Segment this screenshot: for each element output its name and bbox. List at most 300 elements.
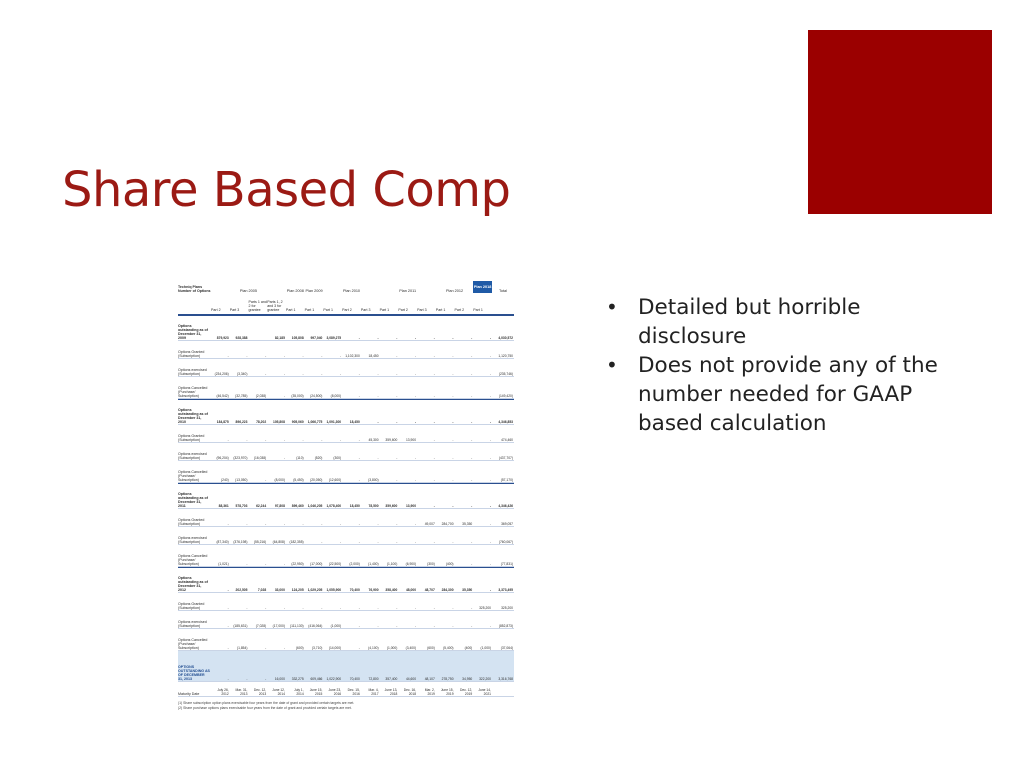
table-cell: 474,460	[501, 437, 513, 442]
table-cell: -	[414, 539, 417, 544]
part-header: Part 2	[398, 308, 408, 312]
table-cell: -	[414, 455, 417, 460]
table-cell: -	[377, 419, 379, 424]
table-cell: (400)	[445, 561, 454, 566]
table-cell: (8,000)	[330, 393, 342, 398]
table-cell: 105,808	[273, 419, 285, 424]
table-cell: (77,831)	[500, 561, 513, 566]
table-cell: 34,950	[462, 676, 473, 681]
accent-square	[808, 30, 992, 214]
table-cell: -	[433, 539, 435, 544]
table-cell: -	[321, 521, 323, 526]
table-cell: 105,808	[291, 335, 304, 340]
table-cell: -	[489, 371, 491, 376]
table-cell: -	[489, 623, 491, 628]
table-cell: -	[396, 335, 398, 340]
table-cell: -	[283, 561, 285, 566]
table-cell: (760,067)	[498, 539, 513, 544]
table-cell: -	[452, 605, 454, 610]
table-row	[178, 377, 514, 399]
row-label: Options Granted (Subscription)	[178, 517, 205, 526]
table-cell: -	[340, 353, 342, 358]
table-cell: 369,057	[501, 521, 513, 526]
table-cell: -	[471, 561, 473, 566]
table-cell: -	[433, 335, 435, 340]
table-cell: (6,900)	[405, 561, 417, 566]
table-cell: -	[227, 587, 229, 592]
note-1: (1) Share subscription option plans exercisable four years from the date of grant and provided certain targets are met.	[178, 701, 355, 705]
table-cell: -	[396, 419, 398, 424]
table-cell: -	[246, 605, 248, 610]
row-label: Options Cancelled (Purchase/ Subscription)	[178, 637, 208, 650]
table-cell: (32,785)	[235, 393, 248, 398]
table-cell: Mar. 2, 2019	[424, 687, 435, 696]
table-cell: -	[377, 539, 379, 544]
table-cell: -	[283, 393, 285, 398]
table-cell: 35,350	[462, 521, 473, 526]
table-cell: -	[452, 455, 454, 460]
table-cell: (111,130)	[290, 623, 304, 628]
table-cell: -	[377, 605, 379, 610]
table-cell: 62,244	[256, 503, 267, 508]
part-header: Part 1	[304, 308, 315, 312]
table-cell: 879,923	[216, 335, 229, 340]
table-cell: -	[471, 623, 473, 628]
table-cell: July 26, 2012	[217, 687, 229, 696]
table-cell: (300)	[427, 561, 435, 566]
table-cell: 18,450	[349, 503, 360, 508]
table-cell: 325,200	[479, 605, 491, 610]
table-cell: 48,000	[405, 587, 417, 592]
table-cell: (3,340)	[237, 371, 248, 376]
row-label: Options Granted (Subscription)	[178, 601, 205, 610]
table-cell: -	[246, 561, 248, 566]
table-cell: (300)	[333, 455, 342, 460]
table-cell: -	[358, 623, 360, 628]
table-cell: -	[414, 371, 417, 376]
table-cell: -	[452, 335, 454, 340]
table-cell: 88,361	[218, 503, 229, 508]
plan-2018: Plan 2018	[473, 281, 492, 293]
table-cell: (55,216)	[253, 539, 267, 544]
table-cell: (1,000)	[480, 645, 491, 650]
table-row	[178, 359, 514, 377]
plan-2005: Plan 2005	[239, 289, 258, 293]
table-cell: June 23, 2016	[328, 687, 342, 696]
table-cell: (22,950)	[291, 561, 304, 566]
table-cell: -	[489, 437, 491, 442]
table-cell: (1,854)	[237, 645, 248, 650]
table-cell: (12,600)	[328, 477, 342, 482]
table-cell: 3,316,768	[498, 676, 513, 681]
table-cell: (24,500)	[310, 393, 323, 398]
table-cell: 18,450	[368, 353, 379, 358]
row-label: Options Granted (Subscription)	[178, 433, 205, 442]
table-cell: -	[227, 437, 229, 442]
table-cell: 3,373,495	[498, 587, 513, 592]
table-cell: 48,107	[424, 676, 435, 681]
table-cell: -	[358, 605, 360, 610]
table-cell: -	[414, 393, 417, 398]
table-cell: -	[227, 676, 229, 681]
table-cell: -	[265, 605, 267, 610]
table-cell: 278,750	[441, 676, 454, 681]
table-cell: -	[414, 419, 417, 424]
table-cell: -	[471, 455, 473, 460]
table-row	[178, 545, 514, 567]
table-cell: -	[302, 371, 304, 376]
table-cell: -	[246, 676, 248, 681]
table-cell: (5,400)	[443, 645, 454, 650]
table-cell: (1,400)	[368, 561, 379, 566]
table-cell: -	[283, 645, 285, 650]
slide-title: Share Based Comp	[62, 162, 511, 218]
table-cell: (416,064)	[308, 623, 323, 628]
table-cell: 202,505	[235, 587, 248, 592]
table-cell: -	[283, 353, 285, 358]
row-label: Options exercised (Subscription)	[178, 535, 207, 544]
table-cell: -	[227, 521, 229, 526]
table-cell: 358,400	[385, 587, 398, 592]
table-cell: -	[396, 477, 398, 482]
table-cell: (14,000)	[328, 645, 342, 650]
table-cell: -	[340, 605, 342, 610]
table-row	[178, 509, 514, 527]
part-header: Part 3	[417, 308, 427, 312]
row-label: Options Granted (Subscription)	[178, 349, 205, 358]
table-row	[178, 461, 514, 483]
table-cell: -	[396, 521, 398, 526]
table-cell: -	[321, 605, 323, 610]
table-cell: -	[265, 477, 267, 482]
table-cell: -	[302, 605, 304, 610]
table-cell: 332,275	[291, 676, 304, 681]
table-cell: -	[377, 371, 379, 376]
table-cell: 4,030,572	[498, 335, 513, 340]
table-cell: Dec. 16, 2018	[403, 687, 417, 696]
table-cell: -	[489, 335, 491, 340]
table-cell: 357,400	[385, 676, 398, 681]
table-cell: -	[452, 477, 454, 482]
corner-label: Techniq Plans Number of Options	[178, 285, 211, 293]
table-cell: July 1, 2014	[294, 687, 304, 696]
table-cell: 45,300	[368, 437, 379, 442]
table-cell: (1,000)	[330, 623, 342, 628]
table-cell: -	[433, 371, 435, 376]
table-cell: -	[452, 371, 454, 376]
table-cell: -	[358, 437, 360, 442]
table-cell: June 14, 2021	[478, 687, 491, 696]
table-cell: -	[471, 371, 473, 376]
table-cell: -	[433, 623, 435, 628]
table-row	[178, 682, 514, 697]
plan-2011: Plan 2011	[399, 289, 417, 293]
table-cell: 1,102,300	[345, 353, 360, 358]
table-cell: -	[433, 503, 435, 508]
table-row	[178, 629, 514, 651]
table-cell: -	[227, 645, 229, 650]
table-cell: 13,900	[405, 437, 417, 442]
table-cell: 49,007	[424, 521, 435, 526]
table-cell: -	[283, 605, 285, 610]
part-header: Part 1	[323, 308, 333, 312]
table-cell: -	[265, 353, 267, 358]
table-cell: -	[471, 477, 473, 482]
table-cell: -	[414, 335, 417, 340]
table-cell: -	[321, 353, 323, 358]
table-cell: (852,873)	[498, 623, 513, 628]
table-cell: (46,542)	[216, 393, 229, 398]
table-cell: -	[452, 393, 454, 398]
table-cell: (57,170)	[500, 477, 513, 482]
part-header: Part 1	[435, 308, 446, 312]
plan-2009: Plan 2009	[305, 289, 323, 293]
table-cell: -	[340, 539, 342, 544]
table-cell: 70,400	[349, 587, 360, 592]
bullet-item: • Does not provide any of the number needed for GAAP based calculation	[606, 353, 938, 436]
part-header: Part 1	[473, 308, 483, 312]
table-cell: -	[396, 605, 398, 610]
table-cell: -	[358, 645, 360, 650]
table-cell: -	[321, 437, 323, 442]
table-cell: 18,450	[349, 419, 360, 424]
table-cell: -	[414, 521, 417, 526]
table-cell: (16,038)	[253, 455, 267, 460]
table-cell: Mar. 4, 2017	[368, 687, 379, 696]
table-cell: 359,600	[385, 437, 398, 442]
row-label: Options outstanding as of December 31, 2010	[178, 407, 208, 424]
table-cell: 7,028	[257, 587, 267, 592]
table-cell: -	[452, 503, 454, 508]
table-cell: -	[377, 455, 379, 460]
table-cell: -	[340, 437, 342, 442]
table-cell: (376,198)	[233, 539, 248, 544]
table-cell: 1,078,400	[326, 503, 342, 508]
bullet-icon: •	[606, 353, 618, 377]
table-cell: -	[265, 521, 267, 526]
table-cell: 82,185	[274, 335, 285, 340]
table-cell: 48,707	[424, 587, 435, 592]
table-cell: -	[302, 521, 304, 526]
plan-header-row	[178, 279, 514, 293]
table-cell: -	[358, 477, 360, 482]
table-cell: -	[452, 437, 454, 442]
table-cell: 76,900	[368, 587, 379, 592]
table-cell: (437,707)	[498, 455, 513, 460]
table-row	[178, 651, 514, 682]
table-cell: 70,400	[349, 676, 360, 681]
table-row	[178, 341, 514, 359]
part-header: Part 2	[454, 308, 465, 312]
table-cell: -	[452, 623, 454, 628]
table-cell: 578,703	[235, 503, 248, 508]
table-cell: -	[358, 335, 360, 340]
table-cell: 1,066,775	[307, 419, 323, 424]
table-cell: 1,120,750	[498, 353, 513, 358]
table-cell: (234,206)	[214, 371, 229, 376]
table-cell: 13,900	[405, 503, 417, 508]
table-cell: (400)	[464, 645, 473, 650]
table-row	[178, 527, 514, 545]
row-label: Options outstanding as of December 31, 2009	[178, 323, 208, 340]
table-cell: 359,600	[385, 503, 398, 508]
table-cell: 284,700	[441, 521, 454, 526]
table-cell: 609,466	[310, 676, 323, 681]
table-cell: -	[489, 521, 491, 526]
table-cell: -	[265, 561, 267, 566]
table-cell: -	[471, 335, 473, 340]
part-header: Part 1	[379, 308, 390, 312]
table-cell: June 12, 2014	[272, 687, 285, 696]
table-cell: -	[377, 335, 379, 340]
part-header: Part 1	[285, 308, 296, 312]
part-header: Part 2	[211, 308, 221, 312]
part-header: Part 2	[342, 308, 352, 312]
table-cell: (240)	[221, 477, 229, 482]
table-cell: (17,000)	[310, 561, 323, 566]
table-cell: -	[358, 393, 360, 398]
table-cell: (13,050)	[235, 477, 248, 482]
table-cell: -	[489, 419, 491, 424]
table-cell: -	[471, 503, 473, 508]
table-cell: (20,050)	[310, 477, 323, 482]
table-cell: -	[396, 393, 398, 398]
table-cell: (1,000)	[386, 645, 398, 650]
row-label: Options exercised (Subscription)	[178, 619, 207, 628]
note-2: (2) Share purchase options plans exercisable four years from the date of grant and provided certain targets are met.	[178, 706, 352, 710]
table-cell: (96,204)	[216, 455, 229, 460]
table-row	[178, 567, 514, 593]
table-cell: 72,800	[368, 676, 379, 681]
row-label: Maturity Date	[178, 691, 200, 696]
table-cell: (2,038)	[255, 393, 267, 398]
table-cell: -	[433, 437, 435, 442]
row-label: Options outstanding as of December 31, 2012	[178, 575, 208, 592]
table-cell: (8,000)	[274, 477, 285, 482]
table-cell: June 15, 2015	[309, 687, 323, 696]
table-cell: 1,029,205	[307, 587, 323, 592]
table-cell: -	[471, 353, 473, 358]
table-cell: -	[358, 371, 360, 376]
table-row	[178, 593, 514, 611]
table-cell: 325,200	[501, 605, 513, 610]
table-cell: -	[358, 521, 360, 526]
table-cell: 35,350	[462, 587, 473, 592]
table-cell: (520)	[314, 455, 323, 460]
table-cell: June 13, 2018	[384, 687, 398, 696]
table-cell: (2,000)	[349, 561, 360, 566]
table-cell: -	[489, 587, 491, 592]
table-cell: -	[452, 539, 454, 544]
table-cell: (235,746)	[498, 371, 513, 376]
table-cell: -	[471, 419, 473, 424]
table-cell: -	[283, 371, 285, 376]
table-cell: 3,089,275	[326, 335, 342, 340]
table-cell: -	[302, 437, 304, 442]
table-cell: -	[433, 455, 435, 460]
table-cell: -	[471, 393, 473, 398]
table-cell: -	[471, 539, 473, 544]
plan-2012: Plan 2012	[445, 289, 464, 293]
table-cell: -	[452, 353, 454, 358]
table-cell: -	[396, 539, 398, 544]
table-cell: -	[377, 521, 379, 526]
row-label: Options outstanding as of December 31, 2011	[178, 491, 208, 508]
table-cell: -	[489, 477, 491, 482]
total-header: Total	[498, 289, 508, 293]
table-cell: -	[433, 477, 435, 482]
table-cell: 1,022,900	[326, 676, 342, 681]
table-cell: -	[377, 623, 379, 628]
table-cell: 44,600	[405, 676, 417, 681]
table-cell: -	[433, 393, 435, 398]
table-cell: -	[414, 605, 417, 610]
table-cell: -	[377, 393, 379, 398]
table-cell: 4,346,853	[498, 419, 513, 424]
table-cell: -	[265, 437, 267, 442]
table-cell: -	[396, 353, 398, 358]
part-header: Part 3	[360, 308, 371, 312]
table-cell: (35,000)	[291, 393, 304, 398]
table-cell: (64,808)	[272, 539, 285, 544]
table-cell: 4,346,426	[498, 503, 513, 508]
table-cell: -	[265, 645, 267, 650]
table-cell: -	[246, 521, 248, 526]
table-cell: 124,205	[291, 587, 304, 592]
table-cell: -	[414, 353, 417, 358]
table-row	[178, 315, 514, 341]
table-cell: 899,460	[291, 503, 304, 508]
table-cell: 78,202	[256, 419, 267, 424]
table-cell: -	[227, 623, 229, 628]
table-notes	[178, 701, 514, 711]
table-cell: Dec. 12, 2019	[459, 687, 473, 696]
table-cell: -	[452, 419, 454, 424]
table-row	[178, 425, 514, 443]
table-cell: 97,808	[274, 503, 285, 508]
bullet-item: • Detailed but horrible disclosure	[606, 295, 861, 349]
table-cell: -	[358, 455, 360, 460]
table-cell: 928,388	[235, 335, 248, 340]
table-cell: (182,355)	[289, 539, 304, 544]
table-cell: -	[321, 539, 323, 544]
table-cell: -	[396, 623, 398, 628]
table-cell: 322,200	[479, 676, 491, 681]
table-cell: -	[265, 676, 267, 681]
table-cell: Mar. 31, 2013	[235, 687, 248, 696]
table-row	[178, 443, 514, 461]
part-header: Part 3	[229, 308, 240, 312]
table-row	[178, 399, 514, 425]
share-options-table	[178, 272, 514, 710]
table-cell: -	[396, 455, 398, 460]
table-cell: -	[340, 521, 342, 526]
table-cell: Dec. 15, 2016	[347, 687, 360, 696]
table-cell: -	[489, 539, 491, 544]
table-cell: -	[396, 371, 398, 376]
part-header: Parts 1 and 2 for grantee	[248, 300, 267, 312]
table-cell: -	[265, 371, 267, 376]
part-header: Parts 1, 2 and 3 for grantee	[267, 300, 283, 312]
plan-2010: Plan 2010	[342, 289, 361, 293]
table-cell: -	[433, 353, 435, 358]
bullet-icon: •	[606, 295, 618, 319]
table-cell: (87,340)	[216, 539, 229, 544]
row-label: Options exercised (Subscription)	[178, 367, 207, 376]
table-cell: (5,450)	[293, 477, 304, 482]
table-cell: -	[321, 371, 323, 376]
table-cell: 33,000	[274, 587, 285, 592]
